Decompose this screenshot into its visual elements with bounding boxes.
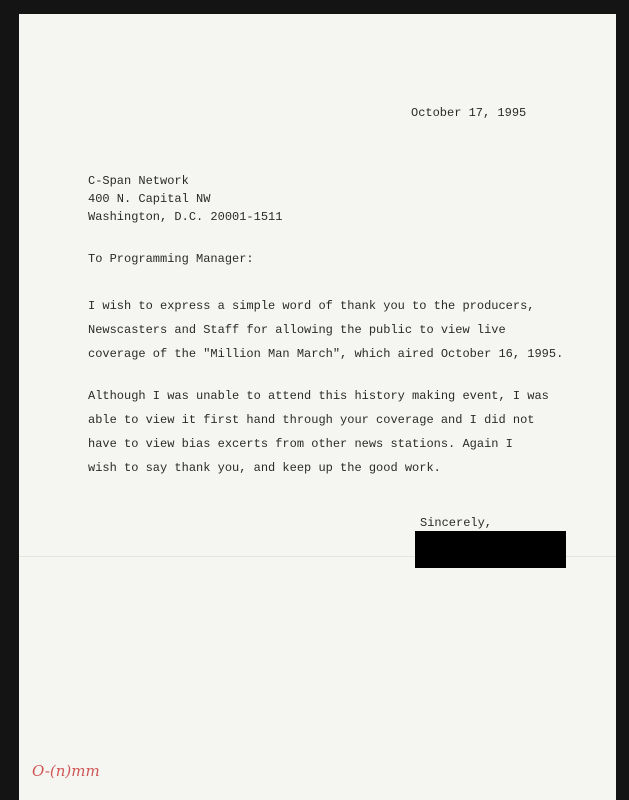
paragraph-line: I wish to express a simple word of thank you to the producers, bbox=[88, 299, 535, 313]
letter-page bbox=[19, 14, 616, 800]
paragraph-line: able to view it first hand through your coverage and I did not bbox=[88, 413, 535, 427]
paragraph-1 bbox=[88, 294, 563, 366]
address-line: Washington, D.C. 20001-1511 bbox=[88, 210, 283, 224]
salutation: To Programming Manager: bbox=[88, 252, 254, 266]
paragraph-line: wish to say thank you, and keep up the good work. bbox=[88, 461, 441, 475]
address-line: 400 N. Capital NW bbox=[88, 192, 211, 206]
paragraph-line: Newscasters and Staff for allowing the public to view live bbox=[88, 323, 506, 337]
handwritten-note: O-(n)mm bbox=[32, 762, 100, 780]
recipient-address bbox=[88, 172, 282, 226]
address-line: C-Span Network bbox=[88, 174, 189, 188]
signature-redaction bbox=[415, 531, 566, 568]
letter-date: October 17, 1995 bbox=[411, 106, 527, 120]
paragraph-line: have to view bias excerts from other news stations. Again I bbox=[88, 437, 513, 451]
paragraph-line: Although I was unable to attend this history making event, I was bbox=[88, 389, 549, 403]
paragraph-2 bbox=[88, 384, 549, 480]
closing: Sincerely, bbox=[420, 516, 493, 530]
paragraph-line: coverage of the "Million Man March", which aired October 16, 1995. bbox=[88, 347, 564, 361]
